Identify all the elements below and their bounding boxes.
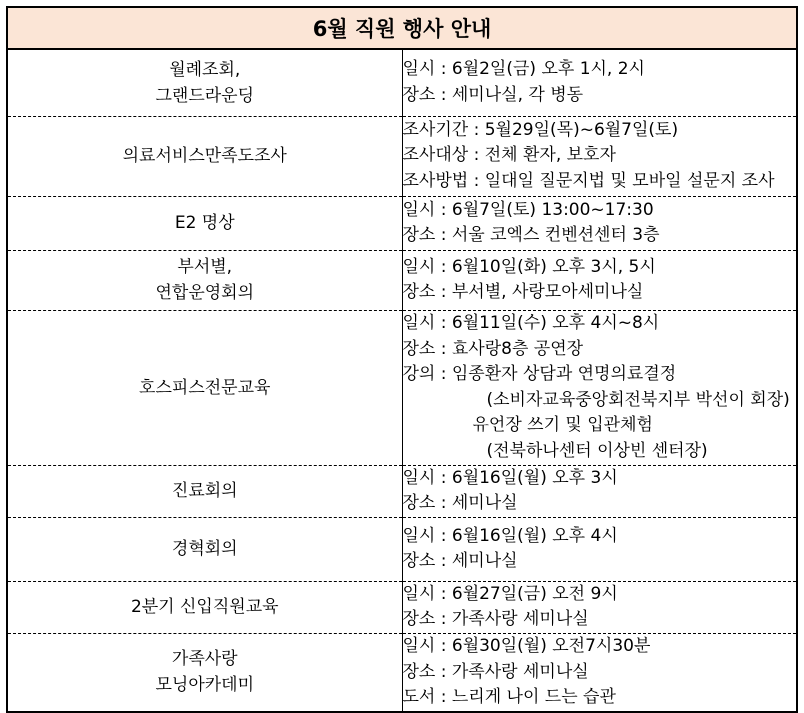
detail-line: 일시 : 6월10일(화) 오후 3시, 5시 xyxy=(402,256,656,277)
event-name xyxy=(7,465,402,517)
event-name-line: 진료회의 xyxy=(171,481,238,501)
event-name xyxy=(7,517,402,581)
event-details xyxy=(402,465,797,517)
detail-line: 장소 : 효사랑8층 공연장 xyxy=(402,338,584,359)
page-title: 6월 직원 행사 안내 xyxy=(7,7,797,49)
detail-line: 일시 : 6월27일(금) 오전 9시 xyxy=(402,583,618,604)
detail-line: 장소 : 세미나실 xyxy=(402,551,518,571)
event-name xyxy=(7,310,402,465)
detail-line: 일시 : 6월30일(월) 오전7시30분 xyxy=(402,636,651,656)
detail-line: 장소 : 서울 코엑스 컨벤션센터 3층 xyxy=(402,225,660,245)
detail-subline: 유언장 쓰기 및 입관체험 xyxy=(472,415,653,435)
event-details xyxy=(402,581,797,633)
event-details xyxy=(402,196,797,250)
event-name-line: 연합운영회의 xyxy=(155,283,255,303)
event-details xyxy=(402,49,797,116)
event-name-line: 경혁회의 xyxy=(171,539,238,559)
event-row xyxy=(7,250,797,310)
event-name-line: 호스피스전문교육 xyxy=(139,377,271,398)
event-name-line: 2분기 신입직원교육 xyxy=(130,597,279,617)
event-name-line: 부서별, xyxy=(177,257,233,277)
event-name xyxy=(7,49,402,116)
event-row xyxy=(7,633,797,712)
detail-line: 조사기간 : 5월29일(목)~6월7일(토) xyxy=(402,119,679,140)
event-row xyxy=(7,49,797,116)
event-name-line: 모닝아카데미 xyxy=(155,675,255,696)
event-name xyxy=(7,633,402,712)
detail-line: 조사대상 : 전체 환자, 보호자 xyxy=(402,145,616,166)
event-row xyxy=(7,116,797,196)
detail-line: 장소 : 가족사랑 세미나실 xyxy=(402,609,589,629)
event-name xyxy=(7,581,402,633)
event-name-line: 그랜드라운딩 xyxy=(155,85,255,106)
detail-line: 조사방법 : 일대일 질문지법 및 모바일 설문지 조사 xyxy=(402,170,775,191)
event-details xyxy=(402,517,797,581)
detail-line: 장소 : 세미나실 xyxy=(402,493,518,513)
event-details xyxy=(402,310,797,465)
detail-line: 일시 : 6월2일(금) 오후 1시, 2시 xyxy=(402,59,645,80)
event-name xyxy=(7,250,402,310)
detail-line: 장소 : 가족사랑 세미나실 xyxy=(402,661,589,682)
detail-line: 강의 : 임종환자 상담과 연명의료결정 xyxy=(402,364,677,384)
event-details xyxy=(402,116,797,196)
event-row xyxy=(7,465,797,517)
event-table xyxy=(6,6,798,713)
detail-line: 일시 : 6월16일(월) 오후 4시 xyxy=(402,525,618,546)
event-details xyxy=(402,633,797,712)
event-name-line: E2 명상 xyxy=(174,213,235,233)
detail-line: 일시 : 6월11일(수) 오후 4시~8시 xyxy=(402,313,660,333)
event-name xyxy=(7,196,402,250)
detail-line: 장소 : 부서별, 사랑모아세미나실 xyxy=(402,282,644,302)
event-row xyxy=(7,517,797,581)
detail-subline: (소비자교육중앙회전북지부 박선이 회장) xyxy=(486,389,790,410)
event-row xyxy=(7,196,797,250)
detail-line: 일시 : 6월16일(월) 오후 3시 xyxy=(402,467,618,488)
event-row xyxy=(7,310,797,465)
detail-subline: (전북하나센터 이상빈 센터장) xyxy=(486,440,708,461)
event-row xyxy=(7,581,797,633)
event-name-line: 가족사랑 xyxy=(171,649,238,670)
title-row xyxy=(7,7,797,49)
detail-line: 장소 : 세미나실, 각 병동 xyxy=(402,84,584,105)
event-name xyxy=(7,116,402,196)
event-name-line: 월례조회, xyxy=(169,59,241,80)
detail-line: 도서 : 느리게 나이 드는 습관 xyxy=(402,687,616,707)
detail-line: 일시 : 6월7일(토) 13:00~17:30 xyxy=(402,199,654,220)
event-name-line: 의료서비스만족도조사 xyxy=(122,146,287,166)
event-details xyxy=(402,250,797,310)
